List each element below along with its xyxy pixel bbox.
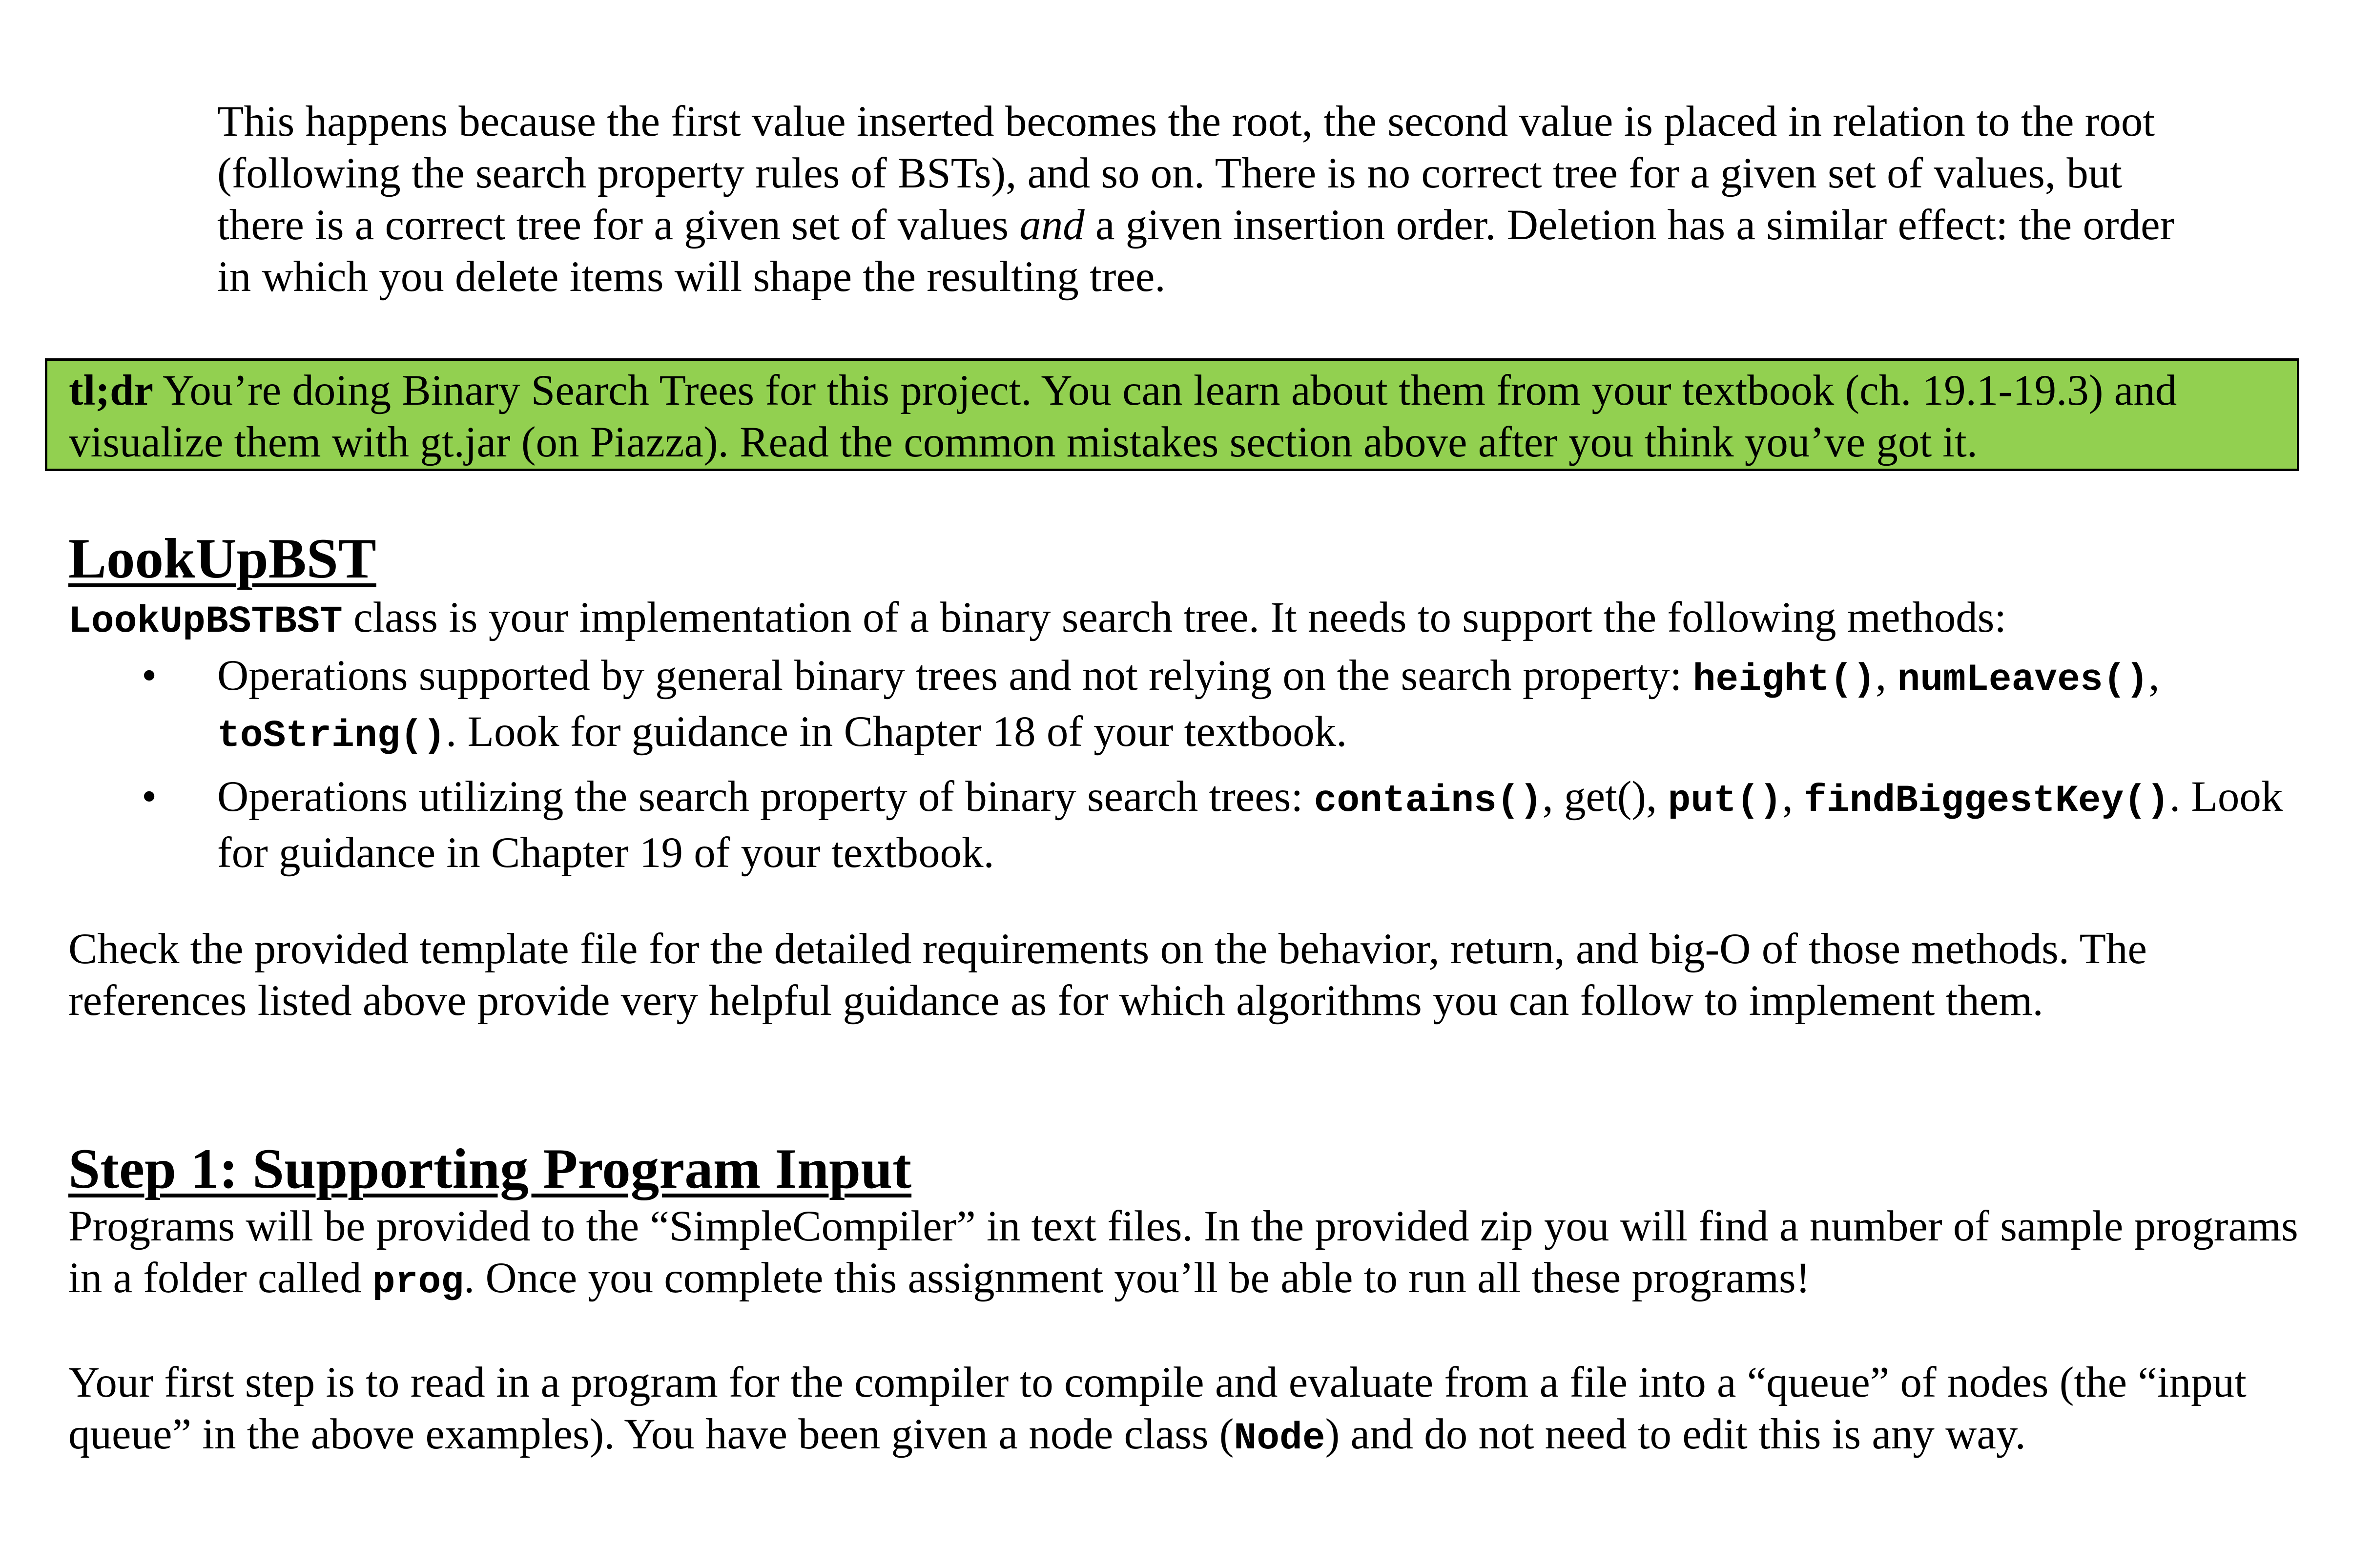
intro-paragraph (217, 96, 2316, 303)
node-class-code: Node (1234, 1417, 1325, 1460)
program-input-text-end: . Once you complete this assignment you’ll be able to run all these programs! (463, 1254, 1811, 1302)
bullet1-guidance: . Look for guidance in Chapter 18 of your textbook. (446, 708, 1347, 756)
bullet1-text: Operations supported by general binary trees and not relying on the search property: (217, 652, 1693, 700)
input-queue-text-end: ) and do not need to edit this is any way. (1325, 1410, 2026, 1458)
class-name-code: LookUpBSTBST (68, 600, 343, 643)
tostring-method-code: toString() (217, 715, 446, 758)
input-queue-text: Your first step is to read in a program for the compiler to compile and evaluate from a file into a “queue” of nodes (the “input queue” in the above examples). You have been given a node class ( (68, 1359, 2247, 1458)
bullet-search-operations (217, 771, 2331, 879)
lookupbst-description (68, 592, 2314, 648)
numleaves-method-code: numLeaves() (1897, 659, 2149, 701)
bullet2-separator-1: , get(), (1542, 773, 1668, 821)
findbiggestkey-method-code: findBiggestKey() (1804, 780, 2169, 823)
bullet-general-operations (217, 650, 2331, 762)
lookupbst-description-text: class is your implementation of a binary search tree. It needs to support the following methods: (342, 594, 2007, 641)
tldr-text: You’re doing Binary Search Trees for this project. You can learn about them from your textbook (ch. 19.1-19.3) and visualize them with gt.jar (on Piazza). Read the common mistakes section above after you think you’ve got it. (69, 367, 2177, 466)
input-queue-paragraph (68, 1357, 2324, 1465)
program-input-text: Programs will be provided to the “SimpleCompiler” in text files. In the provided zip you will find a number of sample programs in a folder called (68, 1202, 2298, 1302)
bullet2-separator-2: , (1782, 773, 1804, 821)
prog-folder-code: prog (372, 1261, 464, 1304)
lookupbst-heading: LookUpBST (68, 527, 376, 590)
template-requirements-paragraph: Check the provided template file for the detailed requirements on the behavior, return, and big-O of those methods. The references listed above provide very helpful guidance as for which algorithms you can follow to implement them. (68, 925, 2147, 1025)
height-method-code: height() (1692, 659, 1876, 701)
bullet2-text: Operations utilizing the search property of binary search trees: (217, 773, 1314, 821)
step1-heading: Step 1: Supporting Program Input (68, 1137, 912, 1200)
intro-line-3-end: a given insertion order. Deletion has a similar effect: the order (1084, 201, 2175, 249)
intro-emphasis: and (1019, 201, 1085, 249)
intro-line-3-start: there is a correct tree for a given set of values (217, 201, 1020, 249)
bullet1-separator-1: , (1876, 652, 1898, 700)
bullet1-separator-2: , (2148, 652, 2160, 700)
method-bullet-list (217, 650, 2331, 887)
program-input-paragraph (68, 1200, 2324, 1308)
bullet2-guidance: . Look for guidance in Chapter 19 of your textbook. (217, 773, 2283, 877)
contains-method-code: contains() (1314, 780, 1543, 823)
put-method-code: put() (1668, 780, 1782, 823)
intro-line-2: (following the search property rules of BSTs), and so on. There is no correct tree for a given set of values, but (217, 149, 2123, 197)
intro-line-4: in which you delete items will shape the resulting tree. (217, 253, 1166, 301)
tldr-callout-box (45, 358, 2299, 471)
tldr-label: tl;dr (69, 367, 154, 414)
intro-line-1: This happens because the first value inserted becomes the root, the second value is placed in relation to the root (217, 98, 2155, 145)
